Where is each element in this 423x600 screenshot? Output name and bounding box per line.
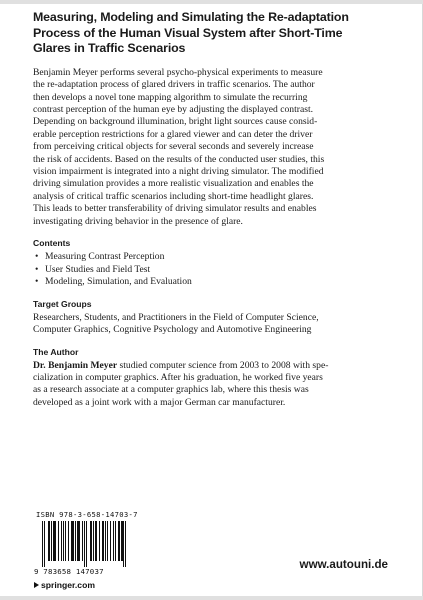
isbn-label: ISBN 978-3-658-14703-7 <box>36 510 138 519</box>
list-item <box>33 251 388 264</box>
contents-item-label: Modeling, Simulation, and Evaluation <box>45 276 192 288</box>
barcode-bar <box>71 521 74 561</box>
description-line: then develops a novel tone mapping algorithm to simulate the recurring <box>33 91 308 103</box>
title-line: Measuring, Modeling and Simulating the Re-adaptation <box>33 10 349 24</box>
description-line: This leads to better transferability of driving simulator results and enables <box>33 203 317 215</box>
barcode <box>34 510 146 578</box>
list-item <box>33 264 388 277</box>
barcode-bar <box>90 521 92 561</box>
barcode-bar <box>42 521 43 567</box>
target-groups-heading: Target Groups <box>33 298 92 309</box>
author-bio-text: studied computer science from 2003 to 2008 with spe- <box>117 359 329 371</box>
barcode-bar <box>48 521 50 561</box>
barcode-bars <box>42 521 140 567</box>
website-url[interactable]: www.autouni.de <box>299 558 388 571</box>
description-line: the re-adaptation process of glared drivers in traffic scenarios. The author <box>33 79 315 91</box>
barcode-bar <box>105 521 106 561</box>
barcode-bar <box>113 521 114 561</box>
barcode-bar <box>93 521 94 561</box>
barcode-bar <box>125 521 126 567</box>
title-line: Process of the Human Visual System after Short-Time <box>33 25 343 40</box>
barcode-bar <box>95 521 97 561</box>
contents-item-label: User Studies and Field Test <box>45 263 151 275</box>
arrow-right-icon <box>34 582 39 588</box>
barcode-bar <box>84 521 85 567</box>
barcode-bar <box>115 521 116 561</box>
title-line: Glares in Traffic Scenarios <box>33 41 186 56</box>
publisher-url[interactable] <box>34 580 95 590</box>
barcode-bar <box>102 521 104 561</box>
author-bio-line: developed as a joint work with a major German car manufacturer. <box>33 396 286 408</box>
barcode-digits: 9 783658 147037 <box>34 567 104 576</box>
author-bio-line: as a research associate at a computer graphics lab, where this thesis was <box>33 384 309 396</box>
bullet-icon: • <box>35 263 39 275</box>
barcode-bar <box>63 521 64 561</box>
barcode-bar <box>65 521 66 561</box>
author-bio-line: cialization in computer graphics. After his graduation, he worked five years <box>33 372 323 384</box>
barcode-bar <box>53 521 56 561</box>
barcode-bar <box>118 521 120 561</box>
publisher-url-text: springer.com <box>41 580 95 590</box>
book-title <box>33 10 388 57</box>
description-line: contrast perception of the human eye by adjusting the displayed contrast. <box>33 104 314 115</box>
barcode-bar <box>75 521 76 561</box>
cover-content <box>33 10 388 409</box>
barcode-bar <box>51 521 52 561</box>
contents-heading: Contents <box>33 238 71 249</box>
bullet-icon: • <box>35 251 39 263</box>
bottom-band <box>0 596 423 600</box>
barcode-bar <box>86 521 87 567</box>
barcode-bar <box>107 521 108 561</box>
author-name: Dr. Benjamin Meyer <box>33 359 118 371</box>
barcode-bar <box>99 521 100 561</box>
list-item <box>33 276 388 289</box>
description-line: vision impairment is integrated into a night driving simulator. The modified <box>33 166 324 178</box>
author-heading: The Author <box>33 346 79 357</box>
description-line: analysis of critical traffic scenarios including short-time headlight glares. <box>33 190 314 202</box>
book-description <box>33 67 388 228</box>
barcode-bar <box>58 521 59 561</box>
barcode-bar <box>110 521 111 561</box>
target-groups-line: Researchers, Students, and Practitioners in the Field of Computer Science, <box>33 311 319 323</box>
description-line: driving simulation provides a more realistic visualization and enables the <box>33 178 314 190</box>
barcode-bar <box>82 521 83 561</box>
description-line: Benjamin Meyer performs several psycho-physical experiments to measure <box>33 66 323 78</box>
contents-item-label: Measuring Contrast Perception <box>45 251 165 263</box>
author-bio <box>33 360 388 410</box>
target-groups-text <box>33 312 388 337</box>
author-bio-line <box>33 360 388 372</box>
barcode-bar <box>44 521 45 567</box>
target-groups-line: Computer Graphics, Cognitive Psychology and Automotive Engineering <box>33 324 312 336</box>
barcode-bar <box>123 521 124 567</box>
barcode-bar <box>77 521 80 561</box>
contents-list <box>33 251 388 289</box>
top-band <box>0 0 423 4</box>
description-line: erable perception restrictions for a glared viewer and can deter the driver <box>33 128 313 140</box>
barcode-bar <box>68 521 69 561</box>
description-line: from perceiving critical objects for several seconds and severely increase <box>33 141 314 153</box>
barcode-bar <box>121 521 123 561</box>
description-line: the risk of accidents. Based on the results of the conducted user studies, this <box>33 153 325 165</box>
description-line: investigating driving behavior in the presence of glare. <box>33 215 243 227</box>
bullet-icon: • <box>35 276 39 288</box>
barcode-bar <box>61 521 62 561</box>
description-line: Depending on background illumination, bright light sources cause consid- <box>33 116 318 128</box>
